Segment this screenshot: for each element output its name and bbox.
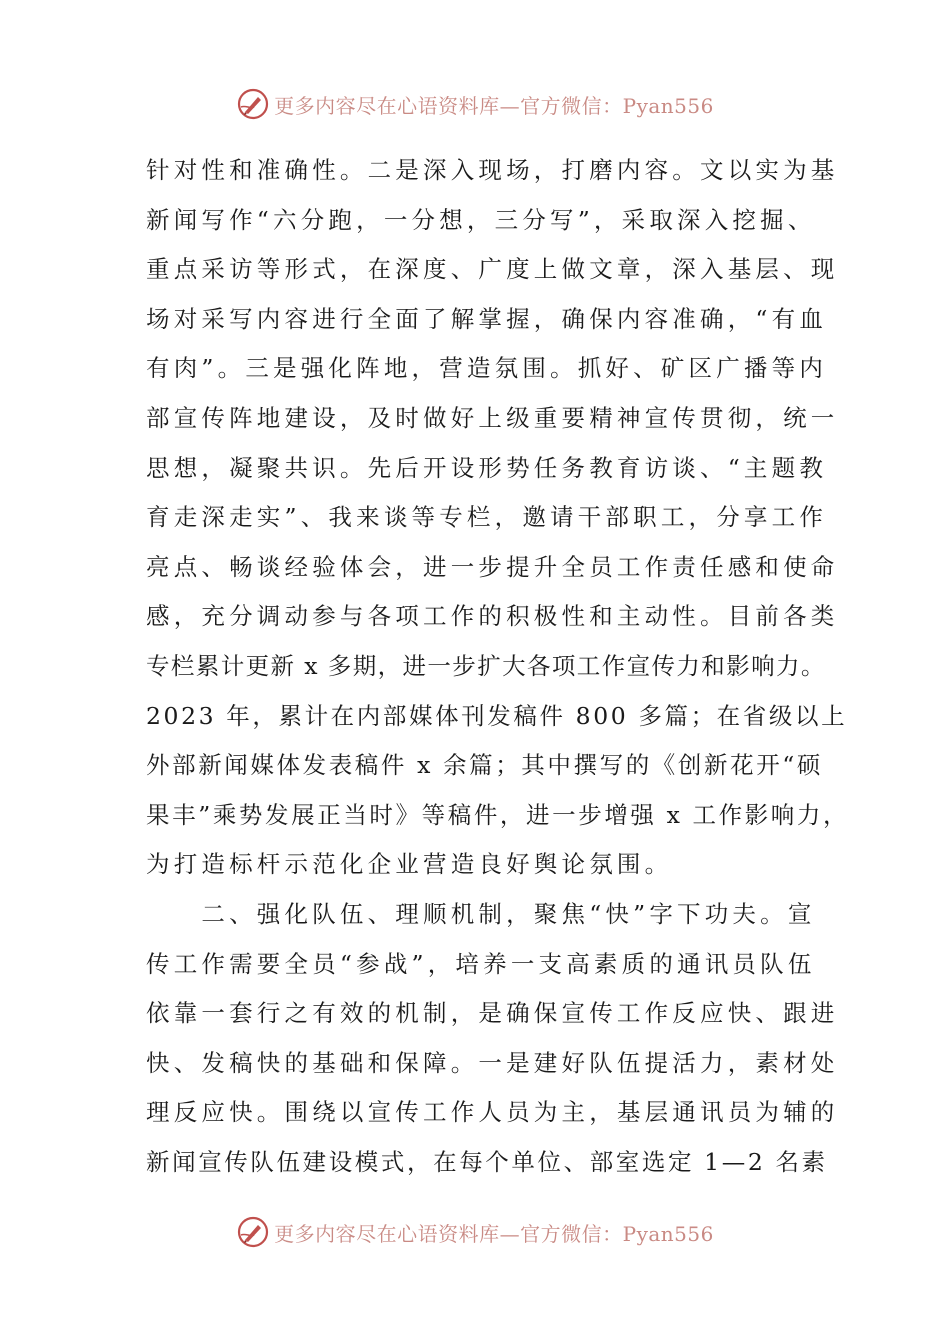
text-line: 依靠一套行之有效的机制，是确保宣传工作反应快、跟进 bbox=[146, 999, 839, 1028]
text-line: 重点采访等形式，在深度、广度上做文章，深入基层、现 bbox=[146, 255, 839, 284]
watermark-text: 更多内容尽在心语资料库—官方微信：Pyan556 bbox=[274, 93, 714, 118]
text-line: 快、发稿快的基础和保障。一是建好队伍提活力，素材处 bbox=[146, 1048, 839, 1077]
text-line: 为打造标杆示范化企业营造良好舆论氛围。 bbox=[146, 850, 673, 879]
text-line: 思想，凝聚共识。先后开设形势任务教育访谈、“主题教 bbox=[146, 453, 828, 482]
text-line: 2023 年，累计在内部媒体刊发稿件 800 多篇；在省级以上 bbox=[146, 701, 848, 730]
text-line: 有肉”。三是强化阵地，营造氛围。抓好、矿区广播等内 bbox=[146, 354, 828, 383]
text-line: 感，充分调动参与各项工作的积极性和主动性。目前各类 bbox=[146, 602, 839, 631]
watermark-text: 更多内容尽在心语资料库—官方微信：Pyan556 bbox=[274, 1221, 714, 1246]
text-line: 专栏累计更新 x 多期，进一步扩大各项工作宣传力和影响力。 bbox=[146, 651, 826, 680]
text-line: 新闻写作“六分跑，一分想，三分写”，采取深入挖掘、 bbox=[146, 205, 816, 234]
section-heading-line: 二、强化队伍、理顺机制，聚焦“快”字下功夫。宣 bbox=[146, 899, 816, 928]
footer-watermark bbox=[0, 1212, 950, 1252]
text-line: 外部新闻媒体发表稿件 x 余篇；其中撰写的《创新花开“硕 bbox=[146, 751, 824, 780]
text-line: 果丰”乘势发展正当时》等稿件，进一步增强 x 工作影响力， bbox=[146, 800, 850, 829]
text-line: 部宣传阵地建设，及时做好上级重要精神宣传贯彻，统一 bbox=[146, 403, 839, 432]
text-line: 理反应快。围绕以宣传工作人员为主，基层通讯员为辅的 bbox=[146, 1098, 839, 1127]
text-line: 传工作需要全员“参战”，培养一支高素质的通讯员队伍 bbox=[146, 949, 816, 978]
text-line: 新闻宣传队伍建设模式，在每个单位、部室选定 1—2 名素 bbox=[146, 1147, 828, 1176]
pen-logo-icon bbox=[236, 87, 270, 121]
text-line: 育走深走实”、我来谈等专栏，邀请干部职工，分享工作 bbox=[146, 503, 828, 532]
text-line: 场对采写内容进行全面了解掌握，确保内容准确，“有血 bbox=[146, 304, 828, 333]
header-watermark bbox=[0, 84, 950, 124]
text-line: 亮点、畅谈经验体会，进一步提升全员工作责任感和使命 bbox=[146, 552, 839, 581]
document-body bbox=[146, 146, 850, 1187]
text-line: 针对性和准确性。二是深入现场，打磨内容。文以实为基 bbox=[146, 156, 839, 184]
pen-logo-icon bbox=[236, 1215, 270, 1249]
